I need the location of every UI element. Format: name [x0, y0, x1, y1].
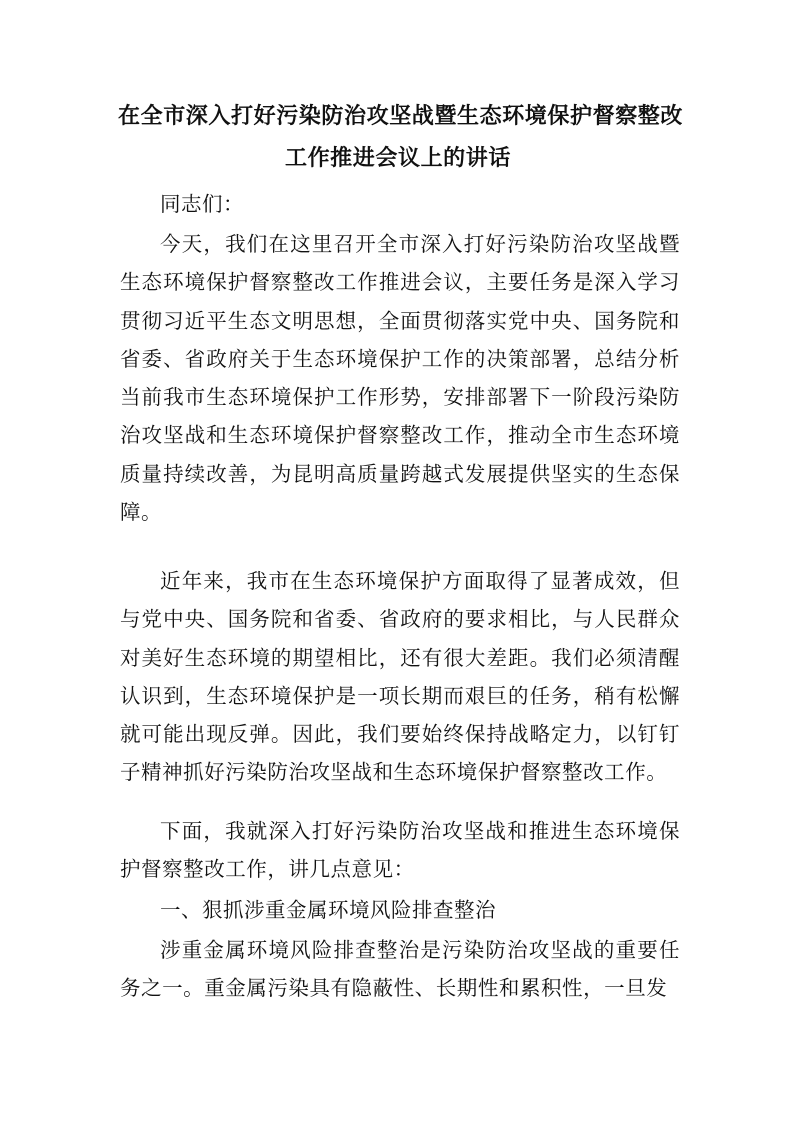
salutation: 同志们： [160, 192, 244, 216]
section-1-paragraph: 涉重金属环境风险排查整治是污染防治攻坚战的重要任务之一。重金属污染具有隐蔽性、长期性和累积性，一旦发 [120, 938, 680, 1001]
section-heading-1: 一、狠抓涉重金属环境风险排查整治 [160, 898, 496, 922]
document-title-line-1: 在全市深入打好污染防治攻坚战暨生态环境保护督察整改 [118, 103, 684, 129]
paragraph-opening: 今天，我们在这里召开全市深入打好污染防治攻坚战暨生态环境保护督察整改工作推进会议，主要任务是深入学习贯彻习近平生态文明思想，全面贯彻落实党中央、国务院和省委、省政府关于生态环境保护工作的决策部署，总结分析当前我市生态环境保护工作形势，安排部署下一阶段污染防治攻坚战和生态环境保护督察整改工作，推动全市生态环境质量持续改善，为昆明高质量跨越式发展提供坚实的生态保障。 [120, 232, 680, 525]
paragraph-introduction: 下面，我就深入打好污染防治攻坚战和推进生态环境保护督察整改工作，讲几点意见： [120, 819, 680, 882]
paragraph-situation: 近年来，我市在生态环境保护方面取得了显著成效，但与党中央、国务院和省委、省政府的要求相比，与人民群众对美好生态环境的期望相比，还有很大差距。我们必须清醒认识到，生态环境保护是一项长期而艰巨的任务，稍有松懈就可能出现反弹。因此，我们要始终保持战略定力，以钉钉子精神抓好污染防治攻坚战和生态环境保护督察整改工作。 [120, 569, 680, 785]
document-title-line-2: 工作推进会议上的讲话 [284, 145, 511, 171]
